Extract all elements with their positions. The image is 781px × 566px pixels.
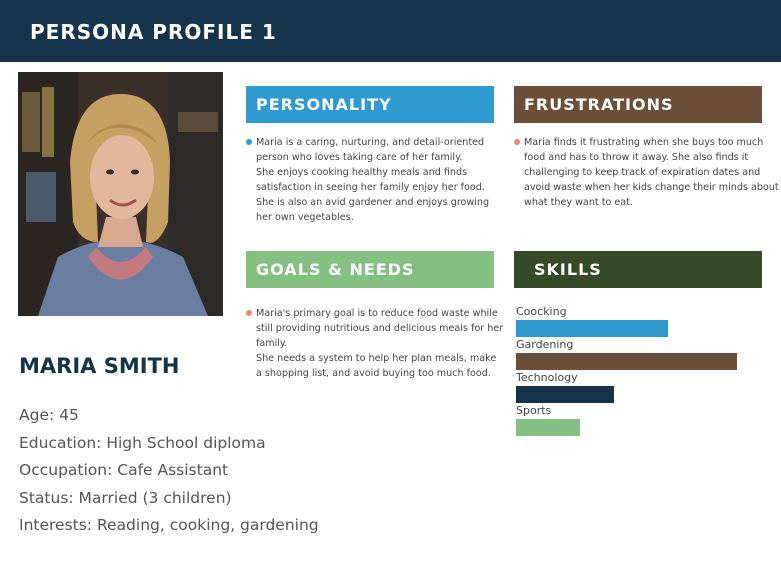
personality-line: Maria is a caring, nurturing, and detail-oriented <box>256 137 485 148</box>
skill-label: Sports <box>516 404 552 417</box>
goals-line: still providing nutritious and delicious meals for her <box>256 323 504 334</box>
frustrations-line: food and has to throw it away. She also finds it <box>524 152 749 163</box>
frustrations-text <box>524 135 779 210</box>
bullet-icon <box>514 139 520 145</box>
goals-line: Maria's primary goal is to reduce food waste while <box>256 308 498 319</box>
skill-bar <box>516 419 580 436</box>
skill-label: Technology <box>516 371 578 384</box>
fact-interests: Interests: Reading, cooking, gardening <box>19 516 319 534</box>
persona-name: MARIA SMITH <box>19 354 180 378</box>
skill-bar <box>516 386 614 403</box>
bullet-icon <box>246 310 252 316</box>
personality-line: person who loves taking care of her family. <box>256 152 463 163</box>
personality-line: her own vegetables. <box>256 212 354 223</box>
skill-label: Gardening <box>516 338 574 351</box>
page-title: PERSONA PROFILE 1 <box>30 20 277 44</box>
bullet-icon <box>246 139 252 145</box>
goals-text <box>256 306 503 381</box>
skill-bar <box>516 353 737 370</box>
goals-line: a shopping list, and avoid buying too much food. <box>256 368 491 379</box>
persona-facts <box>19 406 319 544</box>
header-bar <box>0 0 781 62</box>
frustrations-line: avoid waste when her kids change their minds about <box>524 182 779 193</box>
fact-age: Age: 45 <box>19 406 79 424</box>
frustrations-header: FRUSTRATIONS <box>514 86 762 123</box>
frustrations-line: Maria finds it frustrating when she buys too much <box>524 137 764 148</box>
goals-header: GOALS & NEEDS <box>246 251 494 288</box>
personality-text <box>256 135 489 225</box>
personality-line: satisfaction in seeing her family enjoy her food. <box>256 182 485 193</box>
skill-bar <box>516 320 668 337</box>
personality-line: She enjoys cooking healthy meals and finds <box>256 167 468 178</box>
personality-header: PERSONALITY <box>246 86 494 123</box>
skill-label: Coocking <box>516 305 567 318</box>
fact-education: Education: High School diploma <box>19 433 266 452</box>
persona-photo <box>18 72 223 316</box>
personality-line: She is also an avid gardener and enjoys growing <box>256 197 490 208</box>
goals-line: She needs a system to help her plan meals, make <box>256 353 497 364</box>
fact-occupation: Occupation: Cafe Assistant <box>19 461 229 479</box>
frustrations-line: challenging to keep track of expiration dates and <box>524 167 761 178</box>
goals-line: family. <box>256 338 288 349</box>
skills-header: SKILLS <box>514 251 762 288</box>
fact-status: Status: Married (3 children) <box>19 488 232 507</box>
frustrations-line: what they want to eat. <box>524 197 633 208</box>
